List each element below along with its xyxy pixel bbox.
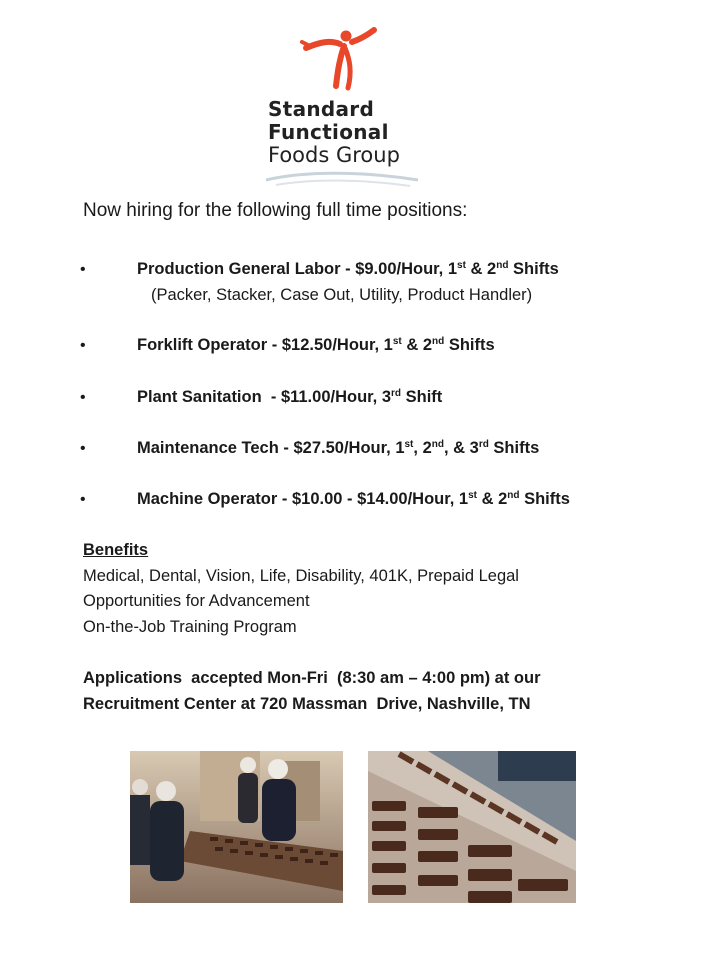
position-pay: $9.00/Hour,	[355, 260, 448, 278]
bullet: •	[80, 337, 86, 354]
logo-text-functional: Functional	[268, 120, 389, 144]
benefit-line: On-the-Job Training Program	[83, 618, 297, 636]
shift-number: 2	[422, 439, 432, 457]
shift-word: Shift	[401, 388, 443, 406]
applications-text-line2: Recruitment Center at 720 Massman Drive, Nashville, TN	[83, 695, 531, 713]
logo-text-standard: Standard	[268, 97, 375, 121]
separator: &	[465, 260, 488, 278]
benefit-line: Opportunities for Advancement	[83, 592, 310, 610]
position-pay: $27.50/Hour,	[293, 439, 396, 457]
workers-production-line-photo	[130, 751, 343, 903]
separator: ,	[413, 439, 423, 457]
benefit-line: Medical, Dental, Vision, Life, Disability, 401K, Prepaid Legal	[83, 567, 519, 585]
position-title: Production General Labor	[137, 260, 341, 278]
separator: &	[477, 490, 499, 508]
bullet: •	[80, 440, 86, 457]
shift-number: 2	[498, 490, 508, 508]
intro-heading: Now hiring for the following full time positions:	[83, 200, 468, 221]
shift-number: 2	[422, 336, 433, 354]
position-pay: $12.50/Hour,	[281, 336, 384, 354]
separator: , &	[443, 439, 470, 457]
shift-word: Shifts	[508, 260, 559, 278]
shift-number: 2	[487, 260, 497, 278]
shift-suffix: st	[457, 260, 466, 271]
separator: -	[261, 388, 281, 406]
position-production-general-labor	[137, 260, 559, 279]
position-title: Machine Operator	[137, 490, 278, 508]
position-detail: (Packer, Stacker, Case Out, Utility, Product Handler)	[151, 286, 533, 304]
separator: -	[278, 439, 294, 457]
separator: -	[340, 260, 356, 278]
shift-number: 1	[458, 490, 469, 508]
shift-word: Shifts	[444, 336, 495, 354]
shift-word: Shifts	[519, 490, 570, 508]
shift-suffix: nd	[507, 490, 520, 501]
position-title: Plant Sanitation	[137, 388, 262, 406]
shift-suffix: st	[392, 336, 402, 347]
position-title: Forklift Operator	[137, 336, 268, 354]
shift-number: 1	[383, 336, 393, 354]
shift-suffix: rd	[478, 439, 489, 450]
shift-suffix: nd	[431, 439, 444, 450]
shift-number: 1	[447, 260, 458, 278]
bullet: •	[80, 491, 86, 508]
position-maintenance-tech	[137, 439, 539, 458]
position-plant-sanitation	[137, 388, 442, 407]
position-forklift-operator	[137, 336, 495, 355]
shift-suffix: st	[404, 439, 414, 450]
bullet: •	[80, 261, 86, 278]
shift-number: 1	[395, 439, 405, 457]
separator: &	[401, 336, 423, 354]
shift-suffix: nd	[496, 260, 509, 271]
shift-suffix: rd	[391, 388, 402, 399]
shift-suffix: st	[468, 490, 477, 501]
separator: -	[267, 336, 282, 354]
position-title: Maintenance Tech	[137, 439, 279, 457]
shift-number: 3	[469, 439, 479, 457]
position-pay: $10.00 - $14.00/Hour,	[291, 490, 459, 508]
chocolate-bars-conveyor-photo	[368, 751, 576, 903]
separator: -	[277, 490, 292, 508]
shift-word: Shifts	[488, 439, 540, 457]
position-machine-operator	[137, 490, 570, 509]
benefits-heading: Benefits	[83, 541, 149, 559]
bullet: •	[80, 389, 86, 406]
company-logo	[258, 22, 428, 190]
shift-number: 3	[381, 388, 392, 406]
position-pay: $11.00/Hour,	[280, 388, 382, 406]
applications-text-line1: Applications accepted Mon-Fri (8:30 am – 4:00 pm) at our	[83, 669, 541, 687]
logo-text-foods-group: Foods Group	[268, 143, 400, 167]
shift-suffix: nd	[432, 336, 445, 347]
